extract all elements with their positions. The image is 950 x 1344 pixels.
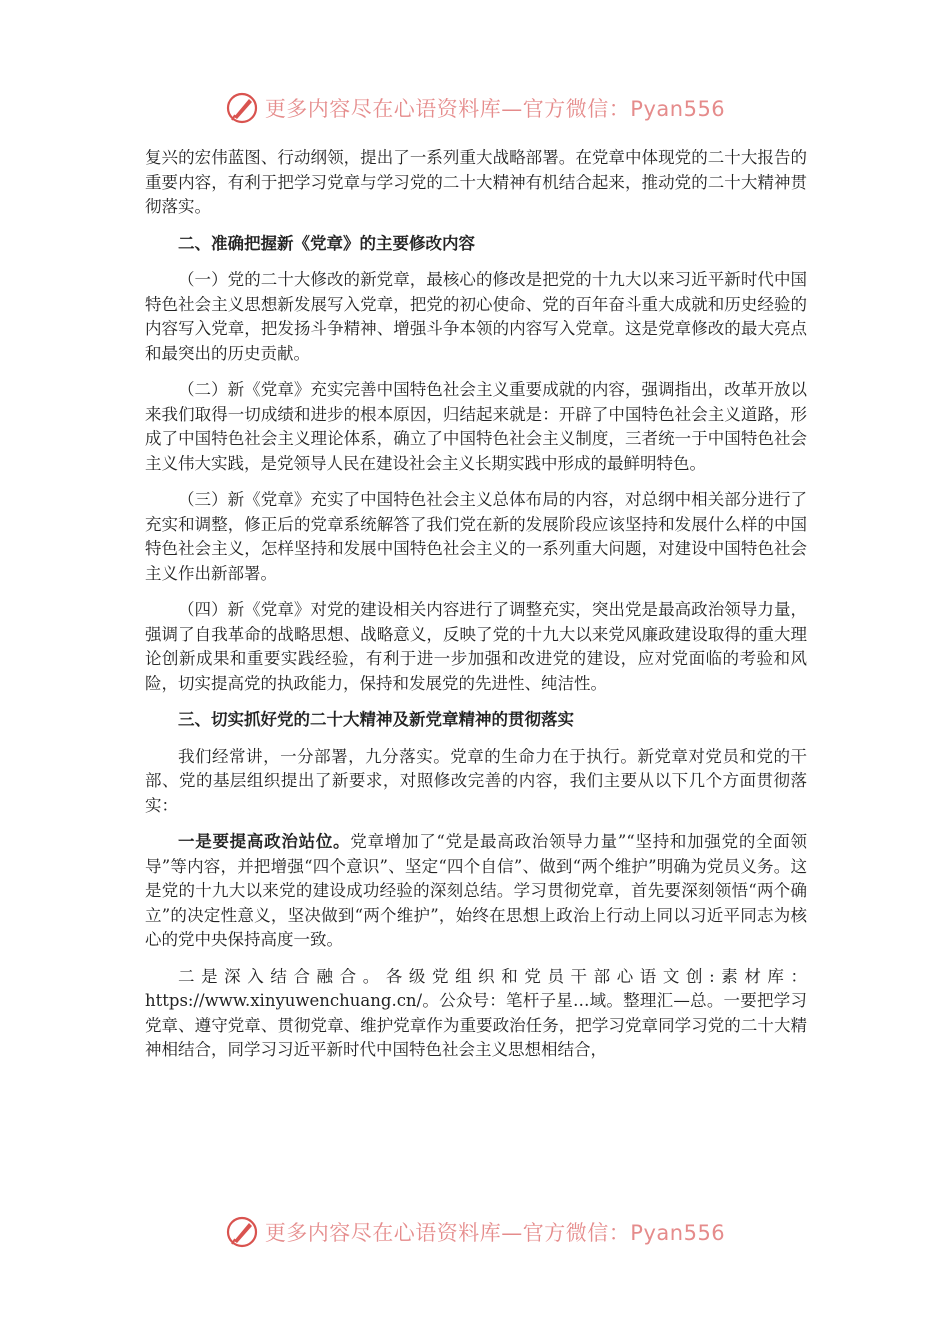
quill-pen-logo-icon [225,1215,259,1249]
footer-banner [0,1210,950,1254]
section-heading: 三、切实抓好党的二十大精神及新党章精神的贯彻落实 [178,710,574,729]
paragraph: （二）新《党章》充实完善中国特色社会主义重要成就的内容，强调指出，改革开放以来我们取得一切成绩和进步的根本原因，归结起来就是：开辟了中国特色社会主义道路，形成了中国特色社会主义理论体系，确立了中国特色社会主义制度，三者统一于中国特色社会主义伟大实践，是党领导人民在建设社会主义长期实践中形成的最鲜明特色。 [145,380,807,473]
quill-pen-logo-icon [225,91,259,125]
paragraph: （四）新《党章》对党的建设相关内容进行了调整充实，突出党是最高政治领导力量，强调了自我革命的战略思想、战略意义，反映了党的十九大以来党风廉政建设取得的重大理论创新成果和重要实践经验，有利于进一步加强和改进党的建设，应对党面临的考验和风险，切实提高党的执政能力，保持和发展党的先进性、纯洁性。 [145,600,807,693]
header-banner [0,86,950,130]
paragraph [145,830,807,953]
banner-text: 更多内容尽在心语资料库—官方微信：Pyan556 [264,1221,726,1245]
section-heading: 二、准确把握新《党章》的主要修改内容 [178,233,475,253]
paragraph: 复兴的宏伟蓝图、行动纲领，提出了一系列重大战略部署。在党章中体现党的二十大报告的重要内容，有利于把学习党章与学习党的二十大精神有机结合起来，推动党的二十大精神贯彻落实。 [145,148,807,216]
banner-text: 更多内容尽在心语资料库—官方微信：Pyan556 [264,97,726,121]
document-body [145,146,807,1075]
paragraph: 我们经常讲，一分部署，九分落实。党章的生命力在于执行。新党章对党员和党的干部、党的基层组织提出了新要求，对照修改完善的内容，我们主要从以下几个方面贯彻落实： [145,746,807,815]
paragraph: （一）党的二十大修改的新党章，最核心的修改是把党的十九大以来习近平新时代中国特色社会主义思想新发展写入党章，把党的初心使命、党的百年奋斗重大成就和历史经验的内容写入党章，把发扬斗争精神、增强斗争本领的内容写入党章。这是党章修改的最大亮点和最突出的历史贡献。 [145,270,807,363]
paragraph-text: 党章增加了“党是最高政治领导力量”“坚持和加强党的全面领导”等内容，并把增强“四个意识”、坚定“四个自信”、做到“两个维护”明确为党员义务。这是党的十九大以来党的建设成功经验的深刻总结。学习贯彻党章，首先要深刻领悟“两个确立”的决定性意义，坚决做到“两个维护”，始终在思想上政治上行动上同以习近平同志为核心的党中央保持高度一致。 [145,832,808,949]
paragraph-lead: 一是要提高政治站位。 [178,832,351,851]
paragraph: （三）新《党章》充实了中国特色社会主义总体布局的内容，对总纲中相关部分进行了充实和调整，修正后的党章系统解答了我们党在新的发展阶段应该坚持和发展什么样的中国特色社会主义，怎样坚持和发展中国特色社会主义的一系列重大问题，对建设中国特色社会主义作出新部署。 [145,490,807,583]
paragraph: 二是深入结合融合。各级党组织和党员干部心语文创:素材库：https://www.xinyuwenchuang.cn/。公众号：笔杆子星…域。整理汇—总。一要把学习党章、遵守党章、贯彻党章、维护党章作为重要政治任务，把学习党章同学习党的二十大精神相结合，同学习习近平新时代中国特色社会主义思想相结合， [145,966,807,1059]
